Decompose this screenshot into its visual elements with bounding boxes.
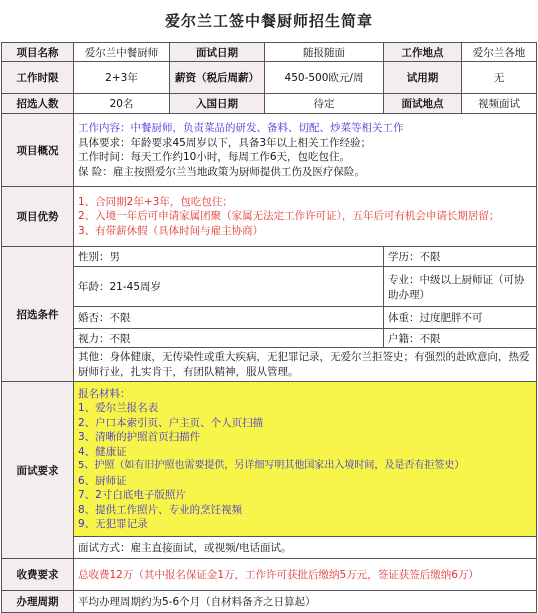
overview-line-requirements: 具体要求：年龄要求45周岁以下，具备3年以上相关工作经验；: [78, 136, 372, 149]
material-item: 1、爱尔兰报名表: [78, 402, 159, 414]
material-item: 4、健康证: [78, 445, 127, 458]
interview-label: 面试要求: [2, 382, 74, 559]
row-fees: [2, 559, 537, 591]
advantages-label: 项目优势: [2, 187, 74, 247]
material-item: 2、户口本索引页、户主页、个人页扫描: [78, 416, 264, 429]
period-label: 办理周期: [2, 591, 74, 613]
overview-content: [74, 114, 537, 187]
recruit-count-value: 20名: [74, 94, 170, 114]
advantage-item: 3、有带薪休假（具体时间与雇主协商）: [78, 224, 264, 237]
material-item: 8、提供工作照片、专业的烹饪视频: [78, 503, 243, 516]
salary-label: 薪资（税后周薪）: [170, 62, 265, 94]
row-conditions-2: [2, 267, 537, 307]
conditions-label: 招选条件: [2, 247, 74, 382]
recruit-count-label: 招选人数: [2, 94, 74, 114]
materials-title: 报名材料：: [78, 387, 131, 400]
row-work-term: [2, 62, 537, 94]
probation-label: 试用期: [384, 62, 462, 94]
info-table: [1, 42, 537, 613]
material-item: 6、厨师证: [78, 474, 127, 487]
advantages-content: [74, 187, 537, 247]
row-project-name: [2, 43, 537, 62]
condition-major: 专业：中级以上厨师证（可协助办理）: [384, 267, 537, 307]
condition-weight: 体重：过度肥胖不可: [384, 307, 537, 329]
interview-date-value: 随报随面: [265, 43, 384, 62]
overview-label: 项目概况: [2, 114, 74, 187]
condition-age: 年龄：21-45周岁: [74, 267, 384, 307]
probation-value: 无: [462, 62, 537, 94]
project-name-label: 项目名称: [2, 43, 74, 62]
work-location-label: 工作地点: [384, 43, 462, 62]
material-item: 9、无犯罪记录: [78, 518, 148, 530]
interview-form: 面试方式：雇主直接面试，或视频/电话面试。: [74, 537, 537, 559]
salary-value: 450-500欧元/周: [265, 62, 384, 94]
row-overview: [2, 114, 537, 187]
row-interview-materials: [2, 382, 537, 537]
interview-place-value: 视频面试: [462, 94, 537, 114]
work-term-value: 2+3年: [74, 62, 170, 94]
period-text: 平均办理周期约为5-6个月（自材料备齐之日算起）: [74, 591, 537, 613]
interview-date-label: 面试日期: [170, 43, 265, 62]
entry-date-value: 待定: [265, 94, 384, 114]
material-item: 7、2寸白底电子版照片: [78, 489, 186, 501]
entry-date-label: 入国日期: [170, 94, 265, 114]
work-location-value: 爱尔兰各地: [462, 43, 537, 62]
row-conditions-3: [2, 307, 537, 329]
condition-vision: 视力：不限: [74, 329, 384, 348]
overview-line-insurance: 保 险：雇主按照爱尔兰当地政策为厨师提供工伤及医疗保险。: [78, 165, 365, 178]
row-conditions-5: [2, 348, 537, 382]
condition-marriage: 婚否：不限: [74, 307, 384, 329]
row-conditions-4: [2, 329, 537, 348]
condition-education: 学历：不限: [384, 247, 537, 267]
interview-place-label: 面试地点: [384, 94, 462, 114]
advantage-item: 2、入境一年后可申请家属团聚（家属无法定工作许可证），五年后可有机会申请长期居留；: [78, 210, 500, 223]
fees-text: 总收费12万（其中报名保证金1万，工作许可获批后缴纳5万元，签证获签后缴纳6万）: [74, 559, 537, 591]
page-title: 爱尔兰工签中餐厨师招生简章: [164, 12, 373, 30]
condition-other: 其他：身体健康，无传染性或重大疾病，无犯罪记录，无爱尔兰拒签史；有强烈的赴欧意向，热爱厨师行业，扎实肯干，有团队精神，服从管理。: [74, 348, 537, 382]
project-name-value: 爱尔兰中餐厨师: [74, 43, 170, 62]
condition-hukou: 户籍：不限: [384, 329, 537, 348]
material-item: 5、护照（如有旧护照也需要提供，另详细写明其他国家出入境时间，及是否有拒签史）: [78, 460, 465, 471]
condition-gender: 性别：男: [74, 247, 384, 267]
row-recruit-count: [2, 94, 537, 114]
fees-label: 收费要求: [2, 559, 74, 591]
material-item: 3、清晰的护照首页扫描件: [78, 431, 201, 443]
overview-line-duties: 工作内容：中餐厨师，负责菜品的研发、备料、切配、炒菜等相关工作: [78, 122, 404, 134]
materials-box: [74, 382, 537, 537]
work-term-label: 工作时限: [2, 62, 74, 94]
overview-line-hours: 工作时间：每天工作约10小时，每周工作6天，包吃包住。: [78, 151, 351, 163]
row-conditions-1: [2, 247, 537, 267]
row-interview-form: [2, 537, 537, 559]
advantage-item: 1、合同期2年+3年，包吃包住；: [78, 195, 233, 208]
row-advantages: [2, 187, 537, 247]
row-period: [2, 591, 537, 613]
